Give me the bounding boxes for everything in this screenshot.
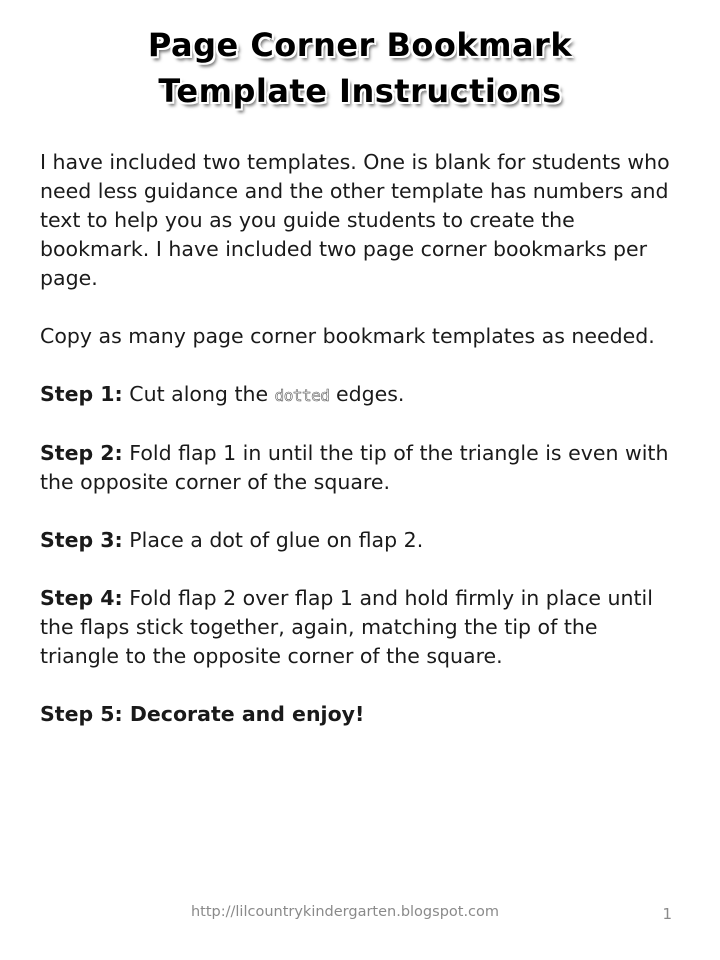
page-title [0, 22, 720, 114]
copy-note-paragraph: Copy as many page corner bookmark templates as needed. [40, 324, 655, 348]
step-5 [40, 700, 670, 729]
step-1 [40, 380, 670, 410]
step-label: Step 5: Decorate and enjoy! [40, 702, 365, 726]
step-text: Place a dot of glue on flap 2. [129, 528, 424, 552]
step-text: Fold flap 2 over flap 1 and hold firmly in place until the flaps stick together, again, matching the tip of the triangle to the opposite corner of the square. [40, 586, 653, 668]
step-label: Step 2: [40, 441, 123, 465]
step-label: Step 4: [40, 586, 123, 610]
step-4 [40, 584, 670, 671]
page-number: 1 [662, 905, 672, 923]
intro-paragraph: I have included two templates. One is blank for students who need less guidance and the other template has numbers and text to help you as you guide students to create the bookmark. I have included two page corner bookmarks per page. [40, 150, 670, 290]
step-label: Step 1: [40, 382, 123, 406]
title-line-2: Template Instructions [158, 72, 562, 110]
instructions-body [40, 148, 670, 758]
footer-url: http://lilcountrykindergarten.blogspot.com [190, 904, 500, 920]
dotted-word: dotted [274, 386, 330, 405]
step-2 [40, 439, 670, 497]
title-line-1: Page Corner Bookmark [147, 26, 573, 64]
step-label: Step 3: [40, 528, 123, 552]
step-3 [40, 526, 670, 555]
step-text: Cut along the [129, 382, 269, 406]
step-text: Fold flap 1 in until the tip of the triangle is even with the opposite corner of the square. [40, 441, 669, 494]
step-text: edges. [335, 382, 405, 406]
